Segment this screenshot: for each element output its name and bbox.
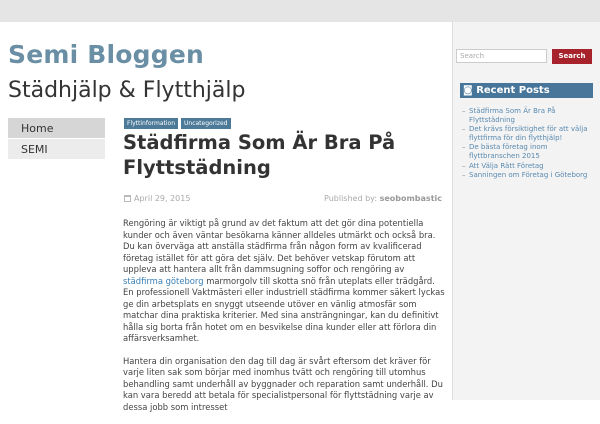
recent-post-link[interactable]: Städfirma Som Är Bra På Flyttstädning bbox=[469, 107, 556, 124]
post-date bbox=[124, 194, 190, 203]
menu-item-home[interactable]: Home bbox=[8, 118, 105, 139]
post-tags bbox=[124, 118, 231, 129]
search-button[interactable]: Search bbox=[552, 49, 592, 64]
tag-flyttinformation[interactable]: Flyttinformation bbox=[124, 118, 178, 129]
site-description: Städhjälp & Flytthjälp bbox=[8, 78, 246, 103]
top-admin-bar bbox=[0, 0, 600, 22]
post-title[interactable]: Städfirma Som Är Bra På Flyttstädning bbox=[123, 131, 396, 179]
recent-post-link[interactable]: Det krävs försiktighet för att välja flyttfirma för din flytthjälp! bbox=[469, 125, 588, 142]
list-item: – Sanningen om Företag i Göteborg bbox=[462, 171, 588, 180]
post-date-text: April 29, 2015 bbox=[134, 194, 191, 203]
main-menu bbox=[8, 118, 105, 160]
post-content bbox=[123, 218, 445, 424]
recent-post-link[interactable]: De bästa företag inom flyttbranschen 2015 bbox=[469, 143, 548, 160]
sidebar bbox=[452, 22, 600, 400]
list-item: – Att Välja Rätt Företag bbox=[462, 161, 544, 170]
menu-item-semi[interactable]: SEMI bbox=[8, 139, 105, 160]
rss-icon: ◙ bbox=[463, 85, 473, 96]
calendar-icon bbox=[124, 195, 131, 202]
main-content-area bbox=[0, 22, 452, 412]
inline-link-stadfirma[interactable]: städfirma göteborg bbox=[123, 275, 204, 286]
site-title[interactable]: Semi Bloggen bbox=[8, 40, 205, 69]
post-paragraph: Hantera din organisation den dag till dag är svårt eftersom det kräver för varje liten sak som börjar med inomhus tvätt och rengöring till utomhus behandling samt underhåll av byggnader och reparation samt underhåll. Du kan vara beredd att betala för specialistpersonal för flyttstädning varje av dessa jobb som intresset bbox=[123, 355, 443, 412]
recent-posts-title: ◙ Recent Posts bbox=[460, 83, 593, 98]
post-author bbox=[324, 194, 442, 203]
list-item: – Städfirma Som Är Bra På Flyttstädning bbox=[462, 107, 556, 124]
recent-posts-list bbox=[461, 107, 593, 181]
author-prefix: Published by: bbox=[324, 194, 378, 203]
recent-post-link[interactable]: Att Välja Rätt Företag bbox=[469, 161, 544, 170]
tag-uncategorized[interactable]: Uncategorized bbox=[181, 118, 230, 129]
search-input[interactable]: Search bbox=[456, 49, 547, 63]
recent-post-link[interactable]: Sanningen om Företag i Göteborg bbox=[469, 171, 588, 180]
author-link[interactable]: seobombastic bbox=[379, 194, 442, 203]
post-paragraph: Rengöring är viktigt på grund av det faktum att det gör dina potentiella kunder och även väntar besökarna känner alldeles utmärkt och också bra. Du kan överväga att anställa städfirma från någon form av kvalificerad företag istället för att göra det själv. Det behöver vetskap förutom att uppleva att hantera allt från dammsugning soffor och rengöring av städfirma göteborg marmorgolv till skotta snö från uteplats eller trädgård. En professionell Vaktmästeri eller industriell städfirma kommer säkert lyckas ge din arbetsplats en snyggt utseende utöver en vänlig atmosfär som matchar dina praktiska kriterier. Med sina ansträngningar, kan du definitivt hålla sig borta från hotet om en besvikelse dina kunder eller att förlora din affärsverksamhet. bbox=[123, 218, 445, 343]
list-item: – Det krävs försiktighet för att välja flyttfirma för din flytthjälp! bbox=[462, 125, 588, 142]
list-item: – De bästa företag inom flyttbranschen 2015 bbox=[462, 143, 548, 160]
